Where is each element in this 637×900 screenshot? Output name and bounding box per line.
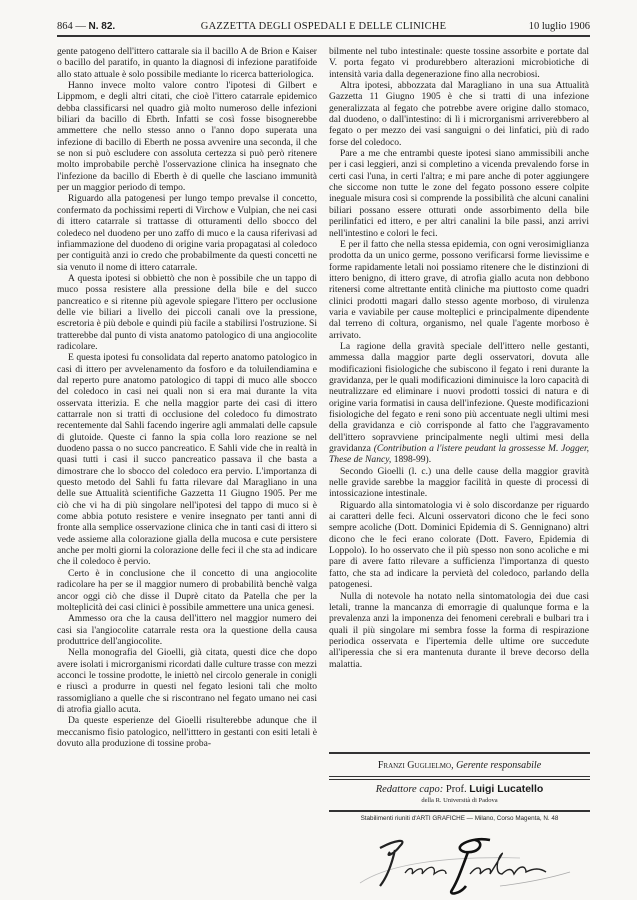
paragraph: Altra ipotesi, abbozzata dal Maragliano in una sua Attualità Gazzetta 11 Giugno 1905 è che si tratti di una infezione generalizzata al fegato che potrebbe avere origine dallo stomaco, dal duodeno, o dall'intestino: di lì i microrganismi arriverebbero al fegato o per mezzo dei vasi sanguigni o dei linfatici, più di rado forse del coledoco. [329,80,589,148]
editor-title: Prof. [445,784,467,795]
journal-title: GAZZETTA DEGLI OSPEDALI E DELLE CLINICHE [200,21,447,32]
editor-name: Luigi Lucatello [469,783,544,795]
footer-rule [329,810,590,812]
issue-number: N. 82. [88,21,116,32]
header-rule [57,35,590,37]
manager-name: Franzi Guglielmo [377,760,452,771]
printer-line: Stabilimenti riuniti d'ARTI GRAFICHE — Milano, Corso Magenta, N. 48 [360,815,559,822]
paragraph: Riguardo alla sintomatologia vi è solo discordanze per riguardo ai caratteri delle feci. Alcuni osservatori dicono che le feci sono sempre acoliche (Dott. Dominici Epidemia di S. Gennignano) altri dicono che le feci erano colorate (Dott. Favero, Epidemia di Loppolo). Io ho osservato che il più spesso non sono acoliche e mi pare di avere fatto rilevare a sufficienza l'importanza di questo fatto, che sta ad indicare la pervietà del coledoco, parlando della patogenesi. [329,499,589,591]
paragraph [329,341,589,466]
paragraph: bilmente nel tubo intestinale: queste tossine assorbite e portate dal V. porta fegato vi produrebbero alterazioni microbiotiche di intensità varia dalla degenerazione fino alla necrobiosi. [329,46,589,80]
paragraph: Nulla di notevole ha notato nella sintomatologia dei due casi letali, tranne la mancanza di emorragie di qualunque forma e la prevalenza anzi la imponenza dei fenomeni cerebrali e bulbari tra i quali il più singolare mi sembra fosse la forma di respirazione periodica osservata e l'ipertemia delle ultime ore succedute all'iperessia che si era mantenuta durante il breve decorso della malattia. [329,590,589,670]
editor-line [329,783,590,795]
issue-date: 10 luglio 1906 [528,21,590,32]
footer-rule [329,779,590,780]
paragraph-text: La ragione della gravità speciale dell'ittero nelle gestanti, ammessa dalla maggior parte degli osservatori, dovuta alle modificazioni fisiologiche che subiscono il fegato i reni durante la gravidanza, per le quali modificazioni diminuisce la loro capacità di neutralizzare ed eliminare i nuovi prodotti tossici di natura e di origine varia formatisi in causa dell'infezione. Queste modificazioni fisiologiche del fegato e reni sono più accentuate negli ultimi mesi della gravidanza e ciò corrisponde al fatto che l'aggravamento dell'ittero sopravviene principalmente negli ultimi mesi della gravidanza [329,340,589,455]
footer-rule [329,752,590,754]
paragraph: Pare a me che entrambi queste ipotesi siano ammissibili anche per i casi leggieri, anzi si completino a vicenda prevalendo forse in certi casi l'una, in certi l'altra; e mi pare anche di poter aggiungere che siccome non tutte le zone del fegato possono essere colpite ineguale misura così si comprende la possibilità che alcuni canalini biliari possano essere otturati onde assorbimento della bile perilinfatici ed ittero, e per altri canalini la bile passi, anzi arrivi nell'intestino e colori le feci. [329,148,589,239]
right-column [329,46,589,670]
paragraph: Hanno invece molto valore contro l'ipotesi di Gilbert e Lippmom, e degli altri citati, che cioè l'ittero catarrale epidemico debba classificarsi nel quadro già molto numeroso delle infezioni biliari da bacillo di Ebrth. Infatti se così fosse bisognerebbe ammettere che nello stesso anno o l'anno dopo superata una infezione di bacillo di Eberth ne possa avvenire una seconda, il che se non si può escludere con assoluta certezza si può però ritenere molto improbabile perchè l'osservazione clinica ha insegnato che l'infezione da bacillo di Eberth è di quelle che lasciano immunità per un maggior periodo di tempo. [57,80,317,194]
footer-rule [329,776,590,777]
paragraph: Secondo Gioelli (l. c.) una delle cause della maggior gravità nelle gravide sarebbe la maggior facilità in queste di processi di intossicazione intestinale. [329,465,589,500]
paragraph: E questa ipotesi fu consolidata dal reperto anatomo patologico in casi di ittero per avvelenamento da fosforo e da toluilendiamina e dal reperto pure anatomo patologico di tappi di muco alle sbocco del coledoco in casi nei quali non si era mai durante la vita osservata itterizia. E che nella maggior parte dei casi di ittero cattarrale non si tratti di occlusione del coledoco fu dimostrato recentemente dal Sahli facendo ingerire agli ammalati delle capsule di glutoide. Queste ci fanno la spia colla loro reazione se nel duodeno passa o no succo pancreatico. E Sahli vide che in realtà in quasi tutti i casi il succo pancreatico passava il che basta a dimostrare che lo sbocco del coledoco era pervio. L'importanza di questo metodo del Sahli fu fatta rilevare dal Maragliano in una delle sue Attualità scientifiche Gazzetta 11 Giugno 1905. Per me ciò che vi ha di più singolare nell'ipotesi del tappo di muco si è come abbia potuto resistere e venire insegnato per tanti anni di fronte alla semplice osservazione clinica che in tanti casi di ittero si vede assieme alla colorazione gialla della mucosa e cute persistere anche per molti giorni la colorazione delle feci il che sta ad indicare che il coledoco è pervio. [57,352,317,568]
editor-label: Redattore capo: [375,784,444,795]
editor-affiliation: della R. Università di Padova [421,797,498,804]
page-header [57,21,590,33]
left-column [57,46,317,749]
paragraph: Ammesso ora che la causa dell'ittero nel maggior numero dei casi sia l'angiocolite catarrale resta ora la questione della causa produttrice dell'angiocolite. [57,613,317,647]
paragraph: Riguardo alla patogenesi per lungo tempo prevalse il concetto, confermato da pochissimi reperti di Virchow e Vulpian, che nei casi di ittero catarrale si trattasse di otturamenti dello sbocco del coledeco nel duodeno per uno zaffo di muco e la causa riferivasi ad infiammazione del duodeno di origine varia propagatasi al coledoco per contiguità anzi io credo che probabilmente da questi concetti ne sia venuto il nome di ittero catarrale. [57,193,317,273]
signature [350,828,580,898]
paragraph: Da queste esperienze del Gioelli risulterebbe adunque che il meccanismo fisio patologico, nell'itttero in gestanti con esiti letali è dovuto alla produzione di tossine proba- [57,715,317,749]
paragraph: Certo è in conclusione che il concetto di una angiocolite radicolare ha per se il maggior numero di probabilità benchè valga ancor oggi ciò che disse il Duprè citato da Patella che per la molteplicità dei casi clinici è possibile ammettere una unica genesi. [57,567,317,613]
page-number-text: 864 — [57,21,86,32]
manager-line [329,760,590,771]
paragraph: A questa ipotesi si obbiettò che non è possibile che un tappo di muco possa resistere alla pressione della bile e del succo pancreatico e si ritenne più agevole spiegare l'ittero per occlusione delle vie biliari a livello dei piccoli canali ove la pressione, escretoria è più debole e quindi più facile a stabilirsi l'ostruzione. Si tratterebbe dal punto di vista anatomo patologico di una angiocolite radicolare. [57,272,317,352]
manager-role: , Gerente responsabile [451,760,542,771]
citation-year: 1898-99). [391,454,432,466]
paragraph: gente patogeno dell'ittero cattarale sia il bacillo A de Brion e Kaiser o bacillo del paratifo, in quanto la diagnosi di infezione paratifoide allo stato attuale è solo possibile mediante lo ricerca batteriologica. [57,46,317,80]
paragraph: Nella monografia del Gioelli, già citata, questi dice che dopo avere isolati i microrganismi ricordati dalle culture trasse con mezzi acconci le tossine prodotte, le iniettò nel circolo generale in conigli e riuscì a produrre in questi nel fegato lesioni tali che molto rassomigliano a quelle che si riscontrano nel fegato umano nei casi di atrofia giallo acuta. [57,647,317,715]
paragraph: E per il fatto che nella stessa epidemia, con ogni verosimiglianza prodotta da un unico germe, possono verificarsi forme lievissime e forme rapidamente letali noi possiamo ritenere che le distinzioni di ittero benigno, di ittero grave, di atrofia giallo acuta non debbono ritenersi come altrettante entità cliniche ma piuttosto come quadri clinici prodotti magari dallo stesso agente morboso, di virulenza varia e vaviabile per cause molteplici e principalmente dipendente dal terreno di coltura, organismo, nel quale l'agente morboso è arrivato. [329,238,589,341]
citation: (Contribution a l'istere peudant la grossesse M. Jogger, These de Nancy, [329,443,589,466]
